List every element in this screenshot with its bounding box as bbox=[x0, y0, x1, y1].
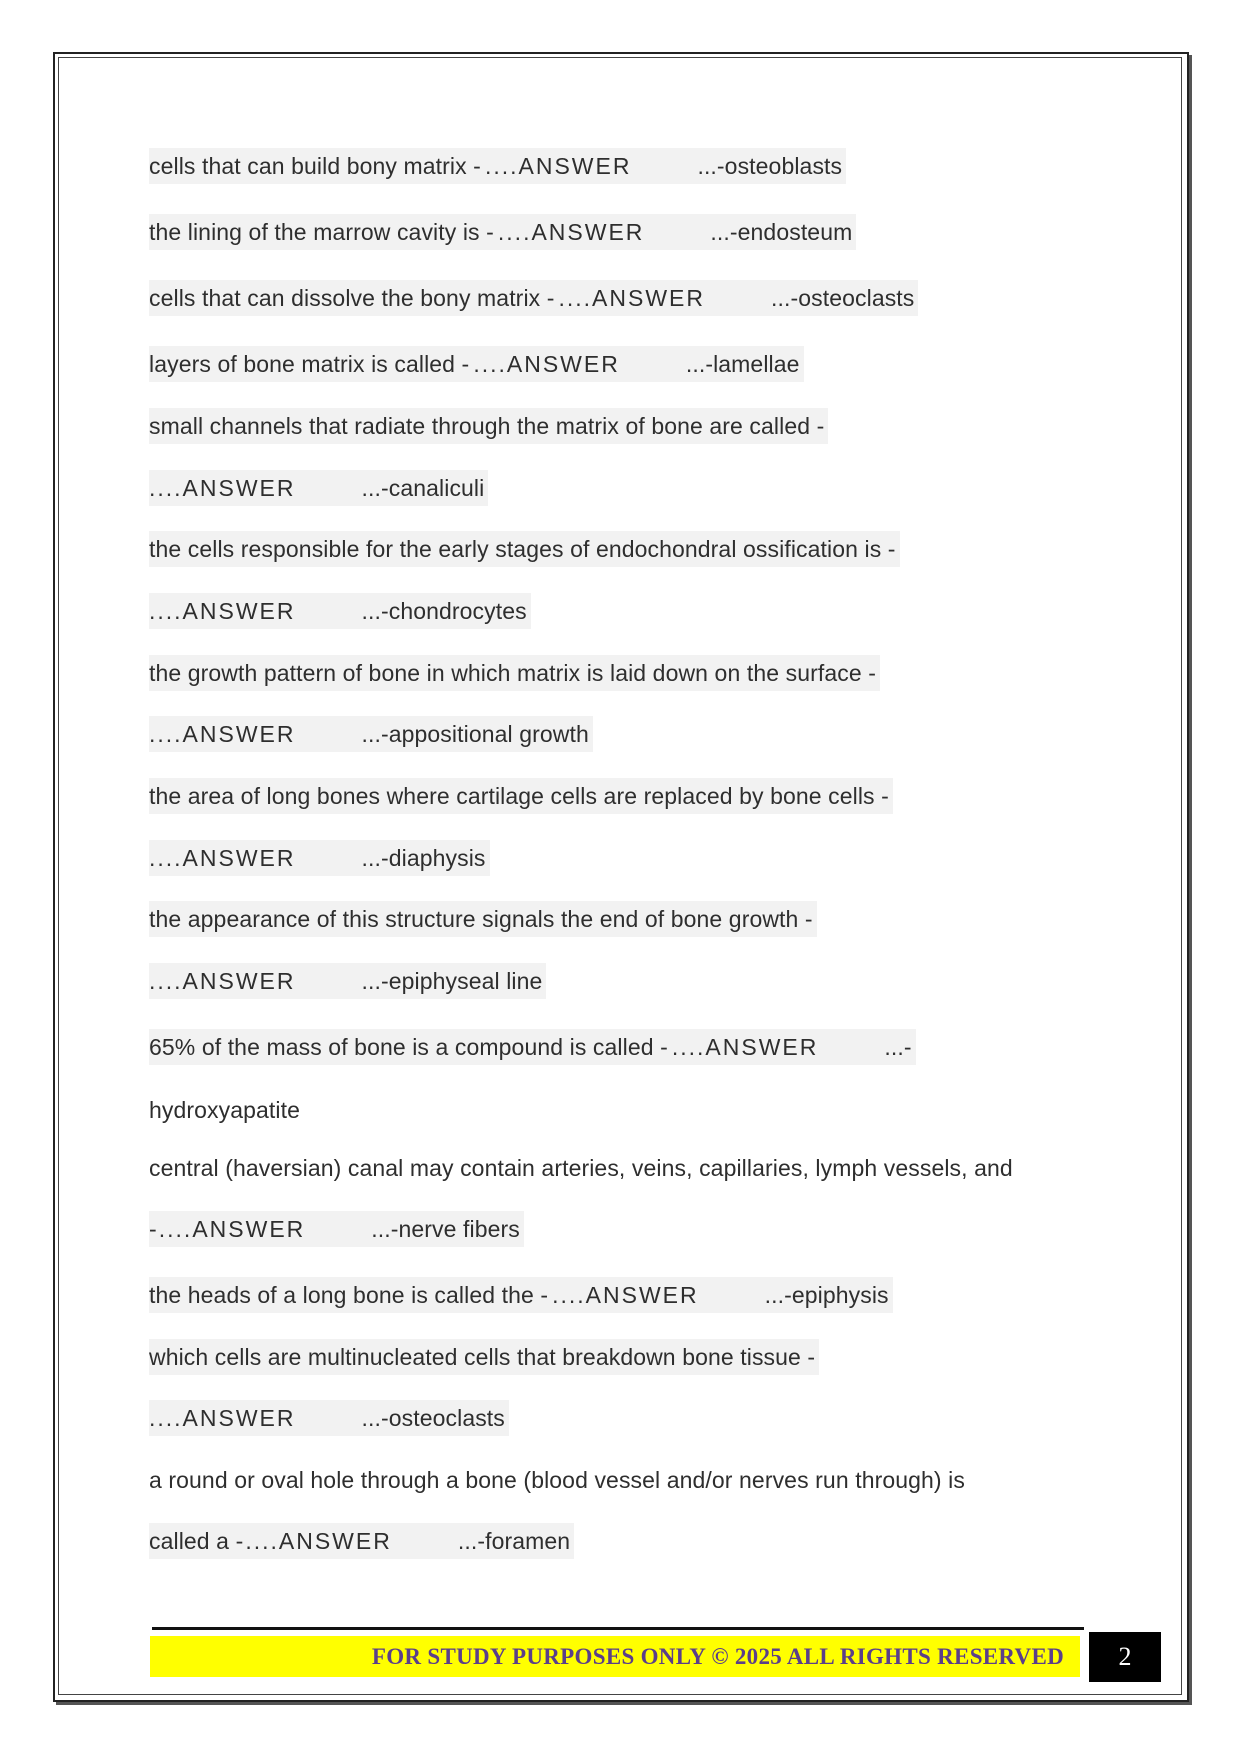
qa-question-line bbox=[149, 531, 900, 567]
answer-marker: ....ANSWER bbox=[149, 968, 296, 994]
question-text: which cells are multinucleated cells that breakdown bone tissue - bbox=[149, 1339, 819, 1375]
qa-item bbox=[149, 280, 918, 316]
answer-text: ...-foramen bbox=[457, 1528, 571, 1554]
answer-text: ...-osteoclasts bbox=[361, 1405, 505, 1431]
answer-marker: ....ANSWER bbox=[497, 219, 645, 245]
footer-text: FOR STUDY PURPOSES ONLY © 2025 ALL RIGHTS RESERVED bbox=[371, 1643, 1064, 1669]
question-text: 65% of the mass of bone is a compound is called - bbox=[149, 1034, 668, 1060]
question-text: small channels that radiate through the matrix of bone are called - bbox=[149, 408, 828, 444]
answer-marker: ....ANSWER bbox=[158, 1216, 306, 1242]
answer-marker: ....ANSWER bbox=[671, 1034, 819, 1060]
answer-text: ...-canaliculi bbox=[361, 475, 485, 501]
answer-marker: ....ANSWER bbox=[149, 1405, 296, 1431]
answer-text: ...- bbox=[884, 1034, 912, 1060]
question-text: the heads of a long bone is called the - bbox=[149, 1282, 549, 1308]
qa-answer-line bbox=[149, 1092, 304, 1128]
question-text: central (haversian) canal may contain arteries, veins, capillaries, lymph vessels, and bbox=[149, 1150, 1017, 1186]
qa-answer-line bbox=[149, 1211, 524, 1247]
footer-band bbox=[150, 1636, 1080, 1677]
answer-text: ...-epiphysis bbox=[764, 1282, 889, 1308]
answer-marker: ....ANSWER bbox=[149, 721, 296, 747]
answer-text: ...-nerve fibers bbox=[371, 1216, 520, 1242]
answer-text: ...-lamellae bbox=[685, 351, 800, 377]
answer-text: ...-diaphysis bbox=[361, 845, 486, 871]
qa-item bbox=[149, 346, 804, 382]
qa-item bbox=[149, 148, 846, 184]
qa-question-line bbox=[149, 778, 893, 814]
qa-question-line bbox=[149, 408, 828, 444]
answer-text: ...-osteoclasts bbox=[771, 285, 915, 311]
question-text: the area of long bones where cartilage cells are replaced by bone cells - bbox=[149, 778, 893, 814]
qa-answer-line bbox=[149, 470, 488, 506]
qa-question-line bbox=[149, 1462, 969, 1498]
page-number: 2 bbox=[1089, 1632, 1161, 1682]
answer-text: ...-appositional growth bbox=[361, 721, 589, 747]
qa-question-line bbox=[149, 655, 880, 691]
answer-text: hydroxyapatite bbox=[149, 1092, 304, 1128]
qa-answer-line bbox=[149, 1400, 509, 1436]
question-text: the cells responsible for the early stages of endochondral ossification is - bbox=[149, 531, 900, 567]
answer-text: ...-epiphyseal line bbox=[361, 968, 543, 994]
answer-marker: ....ANSWER bbox=[149, 598, 296, 624]
qa-answer-line bbox=[149, 593, 531, 629]
answer-text: ...-chondrocytes bbox=[361, 598, 527, 624]
question-text: the lining of the marrow cavity is - bbox=[149, 219, 494, 245]
qa-answer-line bbox=[149, 840, 490, 876]
footer-rule bbox=[152, 1627, 1084, 1630]
answer-marker: ....ANSWER bbox=[552, 1282, 699, 1308]
question-text: the appearance of this structure signals the end of bone growth - bbox=[149, 901, 817, 937]
qa-question-line bbox=[149, 901, 817, 937]
qa-item bbox=[149, 214, 856, 250]
qa-answer-line bbox=[149, 1523, 574, 1559]
question-text: called a - bbox=[149, 1528, 244, 1554]
answer-marker: ....ANSWER bbox=[149, 845, 296, 871]
qa-answer-line bbox=[149, 716, 593, 752]
question-text: - bbox=[149, 1216, 157, 1242]
qa-question-line bbox=[149, 1150, 1017, 1186]
question-text: layers of bone matrix is called - bbox=[149, 351, 470, 377]
answer-marker: ....ANSWER bbox=[484, 153, 632, 179]
answer-marker: ....ANSWER bbox=[149, 475, 296, 501]
question-text: cells that can build bony matrix - bbox=[149, 153, 481, 179]
qa-item bbox=[149, 1277, 893, 1313]
answer-marker: ....ANSWER bbox=[473, 351, 620, 377]
answer-marker: ....ANSWER bbox=[245, 1528, 392, 1554]
question-text: the growth pattern of bone in which matrix is laid down on the surface - bbox=[149, 655, 880, 691]
question-text: a round or oval hole through a bone (blood vessel and/or nerves run through) is bbox=[149, 1462, 969, 1498]
answer-text: ...-osteoblasts bbox=[697, 153, 843, 179]
answer-text: ...-endosteum bbox=[710, 219, 853, 245]
qa-question-line bbox=[149, 1029, 916, 1065]
answer-marker: ....ANSWER bbox=[558, 285, 706, 311]
qa-question-line bbox=[149, 1339, 819, 1375]
question-text: cells that can dissolve the bony matrix - bbox=[149, 285, 555, 311]
qa-answer-line bbox=[149, 963, 546, 999]
